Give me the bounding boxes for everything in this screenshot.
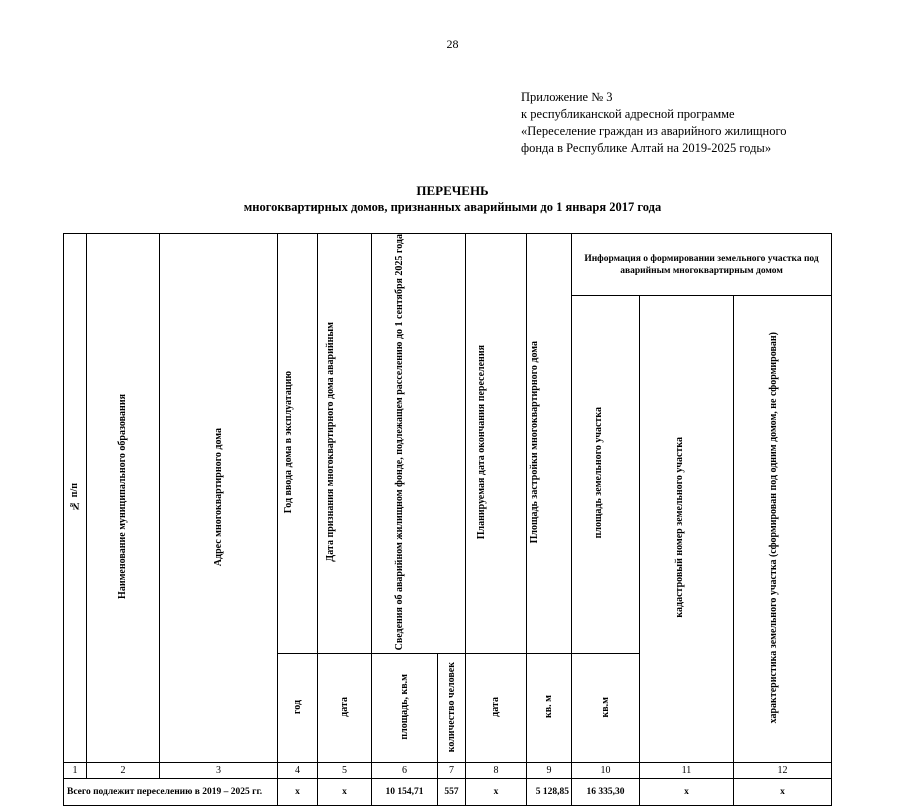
document-title: ПЕРЕЧЕНЬ xyxy=(416,183,489,198)
header-land-char xyxy=(734,296,832,763)
unit-area xyxy=(372,654,438,763)
header-municipality-label: Наименование муниципального образования xyxy=(117,394,128,600)
header-address-label: Адрес многоквартирного дома xyxy=(212,427,224,566)
col-num-1: 1 xyxy=(64,763,87,779)
col-num-8: 8 xyxy=(466,763,527,779)
appendix-line-4: фонда в Республике Алтай на 2019-2025 годы» xyxy=(521,141,772,155)
header-row-1 xyxy=(64,234,832,296)
col-num-7: 7 xyxy=(438,763,466,779)
col-num-6: 6 xyxy=(372,763,438,779)
header-land-area xyxy=(572,296,640,654)
document-subtitle: многоквартирных домов, признанных аварийными до 1 января 2017 года xyxy=(243,200,662,214)
unit-date xyxy=(318,654,372,763)
col-num-4: 4 xyxy=(278,763,318,779)
total-land-area: 16 335,30 xyxy=(572,779,640,806)
total-people: 557 xyxy=(438,779,466,806)
total-label: Всего подлежит переселению в 2019 – 2025 гг. xyxy=(64,779,278,806)
header-municipality xyxy=(87,234,160,763)
total-planned: х xyxy=(466,779,527,806)
unit-land-area xyxy=(572,654,640,763)
total-build-area: 5 128,85 xyxy=(527,779,572,806)
unit-planned xyxy=(466,654,527,763)
col-num-2: 2 xyxy=(87,763,160,779)
header-cadastral-label: кадастровый номер земельного участка xyxy=(674,437,685,618)
total-area: 10 154,71 xyxy=(372,779,438,806)
header-num-label: № п/п xyxy=(69,482,80,511)
col-num-10: 10 xyxy=(572,763,640,779)
header-land-char-label: характеристика земельного участка (сформирован под одним домом, не сформирован) xyxy=(767,332,779,724)
header-land-area-label: площадь земельного участка xyxy=(593,407,604,539)
total-year: х xyxy=(278,779,318,806)
unit-year-label: год xyxy=(291,699,303,714)
unit-build-area xyxy=(527,654,572,763)
unit-people-label: количество человек xyxy=(445,661,457,753)
total-cadastral: х xyxy=(640,779,734,806)
unit-area-label: площадь, кв.м xyxy=(398,674,410,740)
header-num xyxy=(64,234,87,763)
column-number-row xyxy=(64,763,832,779)
col-num-3: 3 xyxy=(160,763,278,779)
unit-people xyxy=(438,654,466,763)
header-address xyxy=(160,234,278,763)
header-year-label: Год ввода дома в эксплуатацию xyxy=(282,371,294,514)
registry-table xyxy=(63,233,832,806)
unit-planned-label: дата xyxy=(490,696,501,717)
unit-build-area-label: кв. м xyxy=(543,695,554,719)
col-num-11: 11 xyxy=(640,763,734,779)
header-cadastral xyxy=(640,296,734,763)
appendix-line-1: Приложение № 3 xyxy=(521,90,613,104)
header-building-area-label: Площадь застройки многоквартирного дома xyxy=(529,341,540,544)
header-planned-date-label: Планируемая дата окончания переселения xyxy=(476,345,487,540)
total-land-char: х xyxy=(734,779,832,806)
appendix-line-2: к республиканской адресной программе xyxy=(521,107,735,121)
total-row xyxy=(64,779,832,806)
header-land-group: Информация о формировании земельного участка под аварийным многоквартирным домом xyxy=(572,234,832,296)
appendix-line-3: «Переселение граждан из аварийного жилищного xyxy=(521,124,787,138)
header-info-housing xyxy=(372,234,466,654)
header-building-area xyxy=(527,234,572,654)
header-planned-date xyxy=(466,234,527,654)
header-year xyxy=(278,234,318,654)
appendix-block xyxy=(521,89,787,157)
col-num-12: 12 xyxy=(734,763,832,779)
page-number: 28 xyxy=(446,37,459,51)
unit-land-area-label: кв.м xyxy=(599,696,611,718)
col-num-5: 5 xyxy=(318,763,372,779)
col-num-9: 9 xyxy=(527,763,572,779)
header-date-recognized xyxy=(318,234,372,654)
total-date: х xyxy=(318,779,372,806)
unit-date-label: дата xyxy=(338,696,350,717)
header-date-recognized-label: Дата признания многоквартирного дома аварийным xyxy=(324,322,336,563)
header-info-housing-label: Сведения об аварийном жилищном фонде, подлежащем расселению до 1 сентября 2025 года xyxy=(393,234,405,651)
unit-year xyxy=(278,654,318,763)
